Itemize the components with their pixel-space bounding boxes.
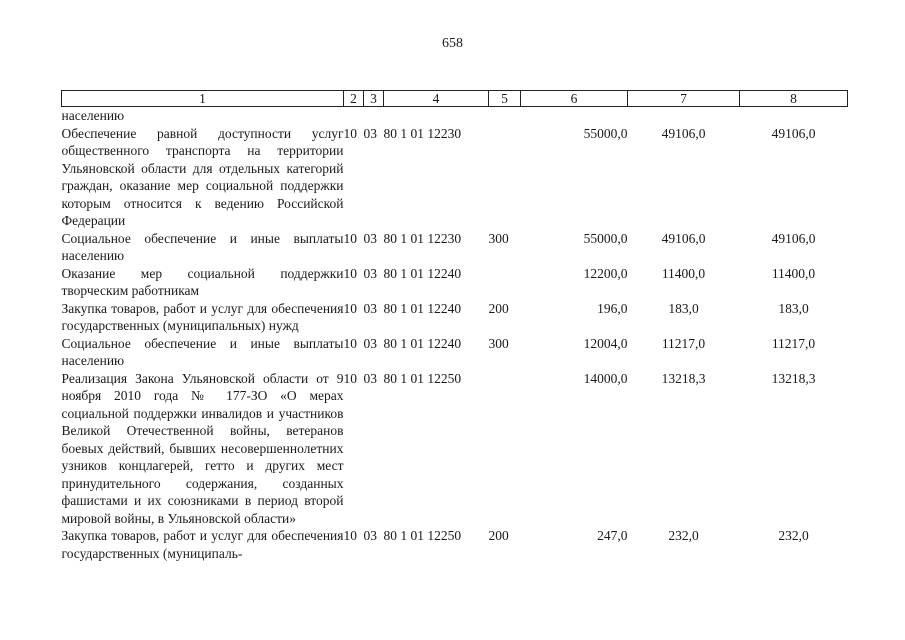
expense-type-code: 300 <box>488 335 509 351</box>
row-description: Социальное обеспечение и иные выплаты населению <box>61 335 344 368</box>
table-row <box>62 335 848 370</box>
column-header: 2 <box>344 91 364 107</box>
amount-col-6: 55000,0 <box>583 125 628 141</box>
table-row <box>62 125 848 230</box>
target-article-code: 80 1 01 12230 <box>383 125 462 141</box>
expense-type-code <box>489 125 521 230</box>
subsection-code: 03 <box>363 528 377 543</box>
amount-col-6: 12200,0 <box>583 265 628 281</box>
row-description: Реализация Закона Ульяновской области от 9 ноября 2010 года № 177-ЗО «О мерах социальной поддержки инвалидов и участников Великой Отечественной войны, ветеранов боевых действий, бывших несовершеннолетних узников концлагерей, гетто и других мест принудительного содержания, созданных фашистами и их союзниками в период второй мировой войны, в Ульяновской области» <box>61 370 344 526</box>
amount-col-7: 11217,0 <box>661 335 706 351</box>
target-article-code: 80 1 01 12250 <box>383 370 462 386</box>
amount-col-6 <box>521 107 628 125</box>
table-row <box>62 230 848 265</box>
amount-col-8: 232,0 <box>778 528 809 543</box>
amount-col-8: 11400,0 <box>771 265 816 281</box>
expense-type-code <box>489 265 521 300</box>
column-header: 7 <box>628 91 740 107</box>
subsection-code <box>364 107 384 125</box>
amount-col-7: 13218,3 <box>661 370 706 386</box>
section-code: 10 <box>343 370 357 386</box>
column-header: 3 <box>364 91 384 107</box>
section-code: 10 <box>343 125 357 141</box>
section-code: 10 <box>343 265 357 281</box>
target-article-code: 80 1 01 12240 <box>383 265 462 281</box>
amount-col-6: 247,0 <box>597 528 628 543</box>
table-row <box>62 265 848 300</box>
column-header: 1 <box>62 91 344 107</box>
row-description: Обеспечение равной доступности услуг общественного транспорта на территории Ульяновской области для отдельных категорий граждан, оказание мер социальной поддержки которым относится к ведению Российской Федерации <box>61 125 344 228</box>
amount-col-8: 49106,0 <box>771 230 816 246</box>
amount-col-8: 49106,0 <box>771 125 816 141</box>
amount-col-8 <box>740 107 848 125</box>
row-description: Оказание мер социальной поддержки творческим работникам <box>61 265 344 298</box>
section-code <box>344 107 364 125</box>
page-number: 658 <box>442 36 463 51</box>
target-article-code <box>384 107 489 125</box>
amount-col-7: 11400,0 <box>661 265 706 281</box>
amount-col-7: 232,0 <box>668 528 699 543</box>
amount-col-8: 13218,3 <box>771 370 816 386</box>
subsection-code: 03 <box>363 370 377 386</box>
expense-type-code: 200 <box>488 300 509 316</box>
table-header-row <box>62 91 848 107</box>
amount-col-7 <box>628 107 740 125</box>
subsection-code: 03 <box>363 125 377 141</box>
subsection-code: 03 <box>363 230 377 246</box>
target-article-code: 80 1 01 12250 <box>383 528 462 543</box>
target-article-code: 80 1 01 12230 <box>383 230 462 246</box>
amount-col-8: 183,0 <box>778 300 809 316</box>
table-row <box>62 300 848 335</box>
table-row <box>62 107 848 125</box>
table-row <box>62 527 848 562</box>
section-code: 10 <box>343 230 357 246</box>
expense-type-code <box>489 107 521 125</box>
target-article-code: 80 1 01 12240 <box>383 300 462 316</box>
target-article-code: 80 1 01 12240 <box>383 335 462 351</box>
amount-col-8: 11217,0 <box>771 335 816 351</box>
amount-col-7: 49106,0 <box>661 125 706 141</box>
budget-table <box>61 90 848 562</box>
row-description: Закупка товаров, работ и услуг для обеспечения государственных (муниципаль- <box>61 528 344 561</box>
subsection-code: 03 <box>363 300 377 316</box>
subsection-code: 03 <box>363 335 377 351</box>
expense-type-code: 200 <box>488 528 509 543</box>
column-header: 8 <box>740 91 848 107</box>
amount-col-7: 183,0 <box>668 300 699 316</box>
amount-col-6: 14000,0 <box>583 370 628 386</box>
amount-col-6: 12004,0 <box>583 335 628 351</box>
expense-type-code: 300 <box>488 230 509 246</box>
column-header: 6 <box>521 91 628 107</box>
row-description: Закупка товаров, работ и услуг для обеспечения государственных (муниципальных) нужд <box>61 300 344 333</box>
column-header: 5 <box>489 91 521 107</box>
table-row <box>62 370 848 528</box>
column-header: 4 <box>384 91 489 107</box>
section-code: 10 <box>343 335 357 351</box>
row-description: населению <box>61 108 125 123</box>
amount-col-7: 49106,0 <box>661 230 706 246</box>
row-description: Социальное обеспечение и иные выплаты населению <box>61 230 344 263</box>
amount-col-6: 196,0 <box>597 300 628 316</box>
subsection-code: 03 <box>363 265 377 281</box>
expense-type-code <box>489 370 521 528</box>
section-code: 10 <box>343 528 357 543</box>
amount-col-6: 55000,0 <box>583 230 628 246</box>
section-code: 10 <box>343 300 357 316</box>
